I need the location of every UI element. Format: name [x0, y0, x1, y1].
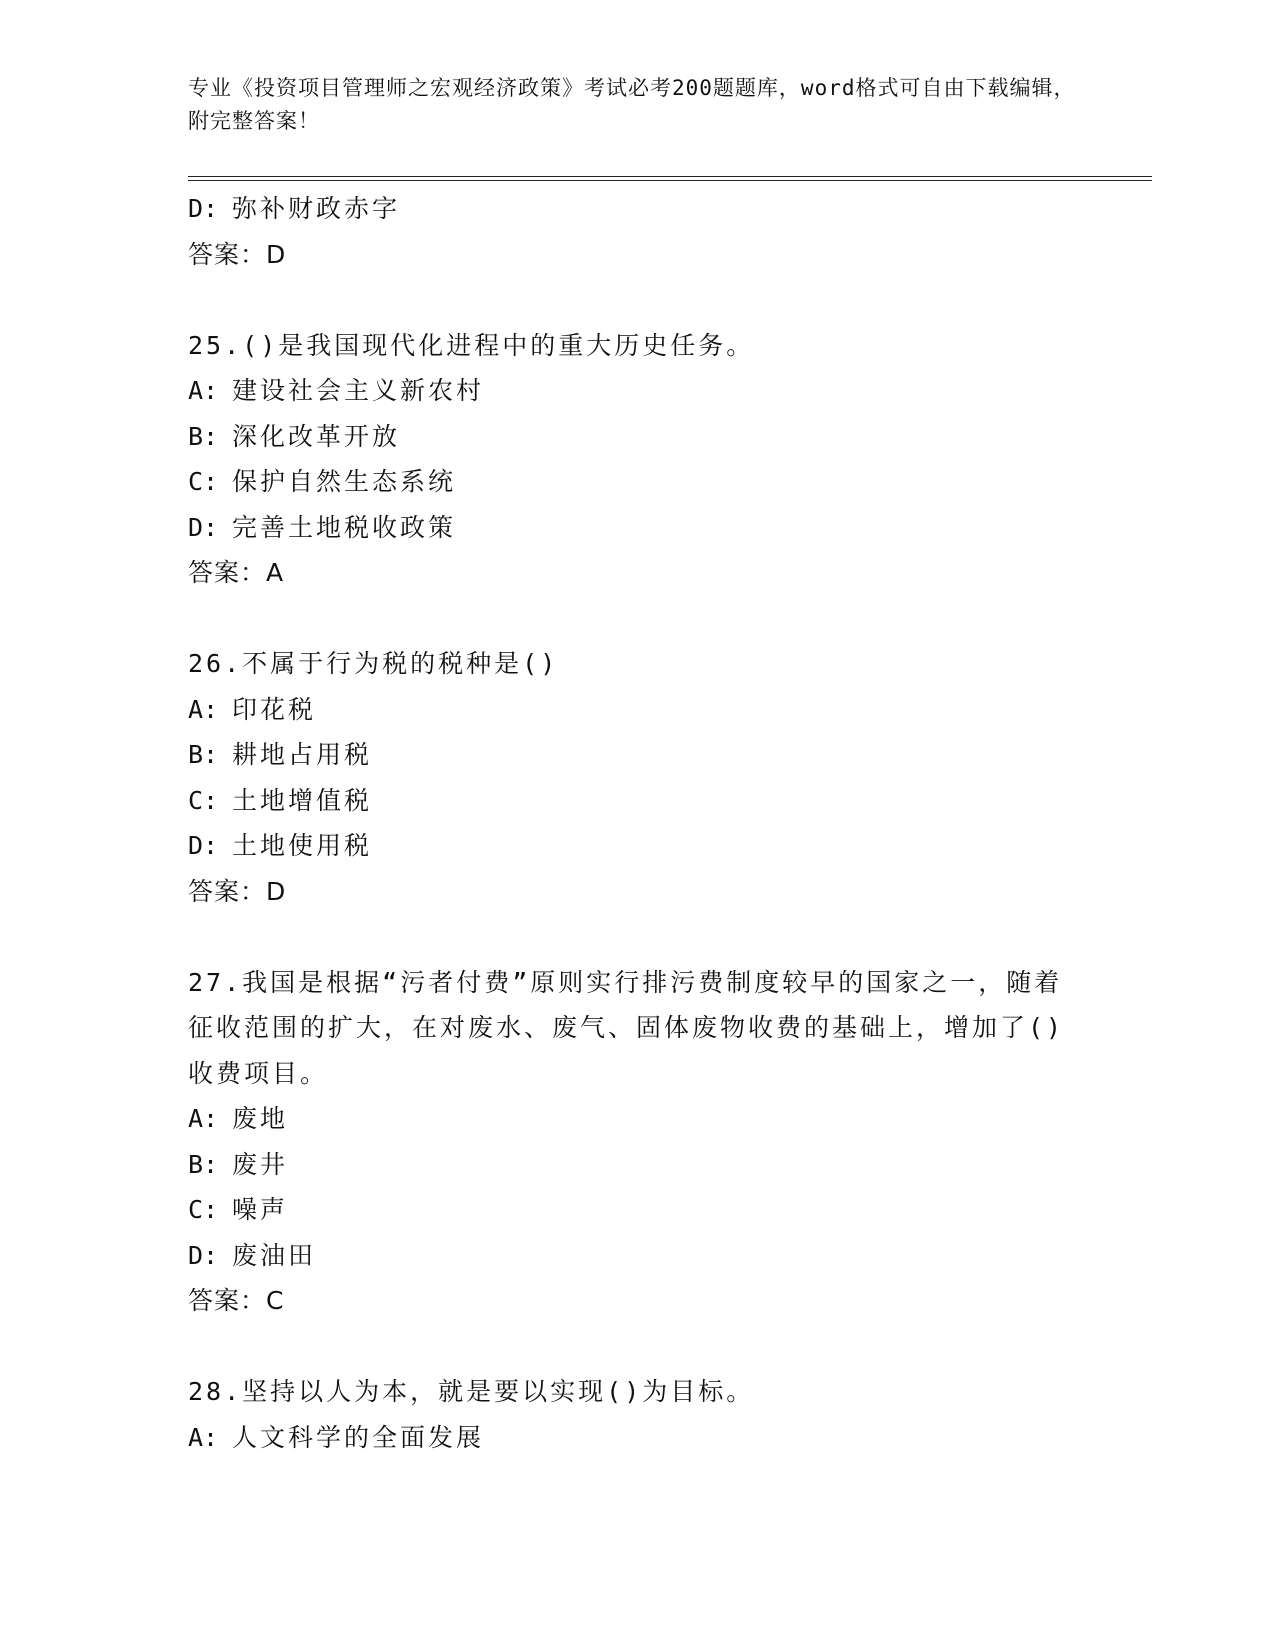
option-prefix: C:: [188, 1195, 219, 1224]
answer-line: 答案：D: [188, 876, 287, 906]
option-text: 土地增值税: [232, 785, 373, 815]
header-double-rule: [188, 176, 1152, 181]
option-prefix: D:: [188, 194, 219, 223]
option-prefix: D:: [188, 1240, 219, 1270]
option-prefix: C:: [188, 467, 219, 496]
option-text: 深化改革开放: [232, 421, 401, 451]
question-stem-25: 25.()是我国现代化进程中的重大历史任务。: [188, 330, 755, 360]
question-stem-26: 26.不属于行为税的税种是(): [188, 649, 559, 678]
option-text: 土地使用税: [232, 831, 373, 860]
option-c: [188, 1187, 1088, 1233]
option-c: [188, 459, 1088, 505]
answer-line: 答案：A: [188, 558, 285, 587]
option-prefix: A:: [188, 1422, 219, 1452]
option-text: 废地: [232, 1104, 289, 1133]
question-stem-28: 28.坚持以人为本，就是要以实现()为目标。: [188, 1377, 755, 1406]
option-prefix: B:: [188, 1149, 219, 1179]
option-prefix: D:: [188, 512, 219, 542]
answer-line: 答案：D: [188, 239, 287, 269]
option-a: [188, 1415, 1088, 1461]
option-prefix: B:: [188, 421, 219, 451]
option-c: [188, 778, 1088, 824]
option-a: [188, 687, 1088, 733]
question-list: [188, 186, 1088, 1460]
option-text: 弥补财政赤字: [232, 194, 401, 223]
option-text: 人文科学的全面发展: [232, 1422, 485, 1452]
option-text: 建设社会主义新农村: [232, 376, 485, 405]
option-d: [188, 505, 1088, 551]
option-d: [188, 823, 1088, 869]
option-text: 印花税: [232, 694, 317, 724]
document-header: 专业《投资项目管理师之宏观经济政策》考试必考200题题库，word格式可自由下载编辑，附完整答案！: [188, 76, 1076, 133]
answer-line: 答案：C: [188, 1286, 285, 1315]
option-prefix: A:: [188, 376, 219, 405]
question-stem-27: 27.我国是根据“污者付费”原则实行排污费制度较早的国家之一，随着征收范围的扩大，在对废水、废气、固体废物收费的基础上，增加了()收费项目。: [188, 967, 1065, 1088]
option-text: 保护自然生态系统: [232, 467, 457, 496]
option-prefix: A:: [188, 694, 219, 724]
option-prefix: C:: [188, 785, 219, 815]
option-b: [188, 732, 1088, 778]
option-a: [188, 1096, 1088, 1142]
option-d: [188, 186, 1088, 232]
option-text: 废井: [232, 1149, 289, 1179]
option-a: [188, 368, 1088, 414]
option-b: [188, 414, 1088, 460]
option-prefix: D:: [188, 831, 219, 860]
option-text: 废油田: [232, 1240, 317, 1270]
option-text: 耕地占用税: [232, 740, 373, 769]
option-text: 完善土地税收政策: [232, 512, 457, 542]
option-d: [188, 1233, 1088, 1279]
option-prefix: B:: [188, 740, 219, 769]
option-b: [188, 1142, 1088, 1188]
option-prefix: A:: [188, 1104, 219, 1133]
option-text: 噪声: [232, 1195, 289, 1224]
